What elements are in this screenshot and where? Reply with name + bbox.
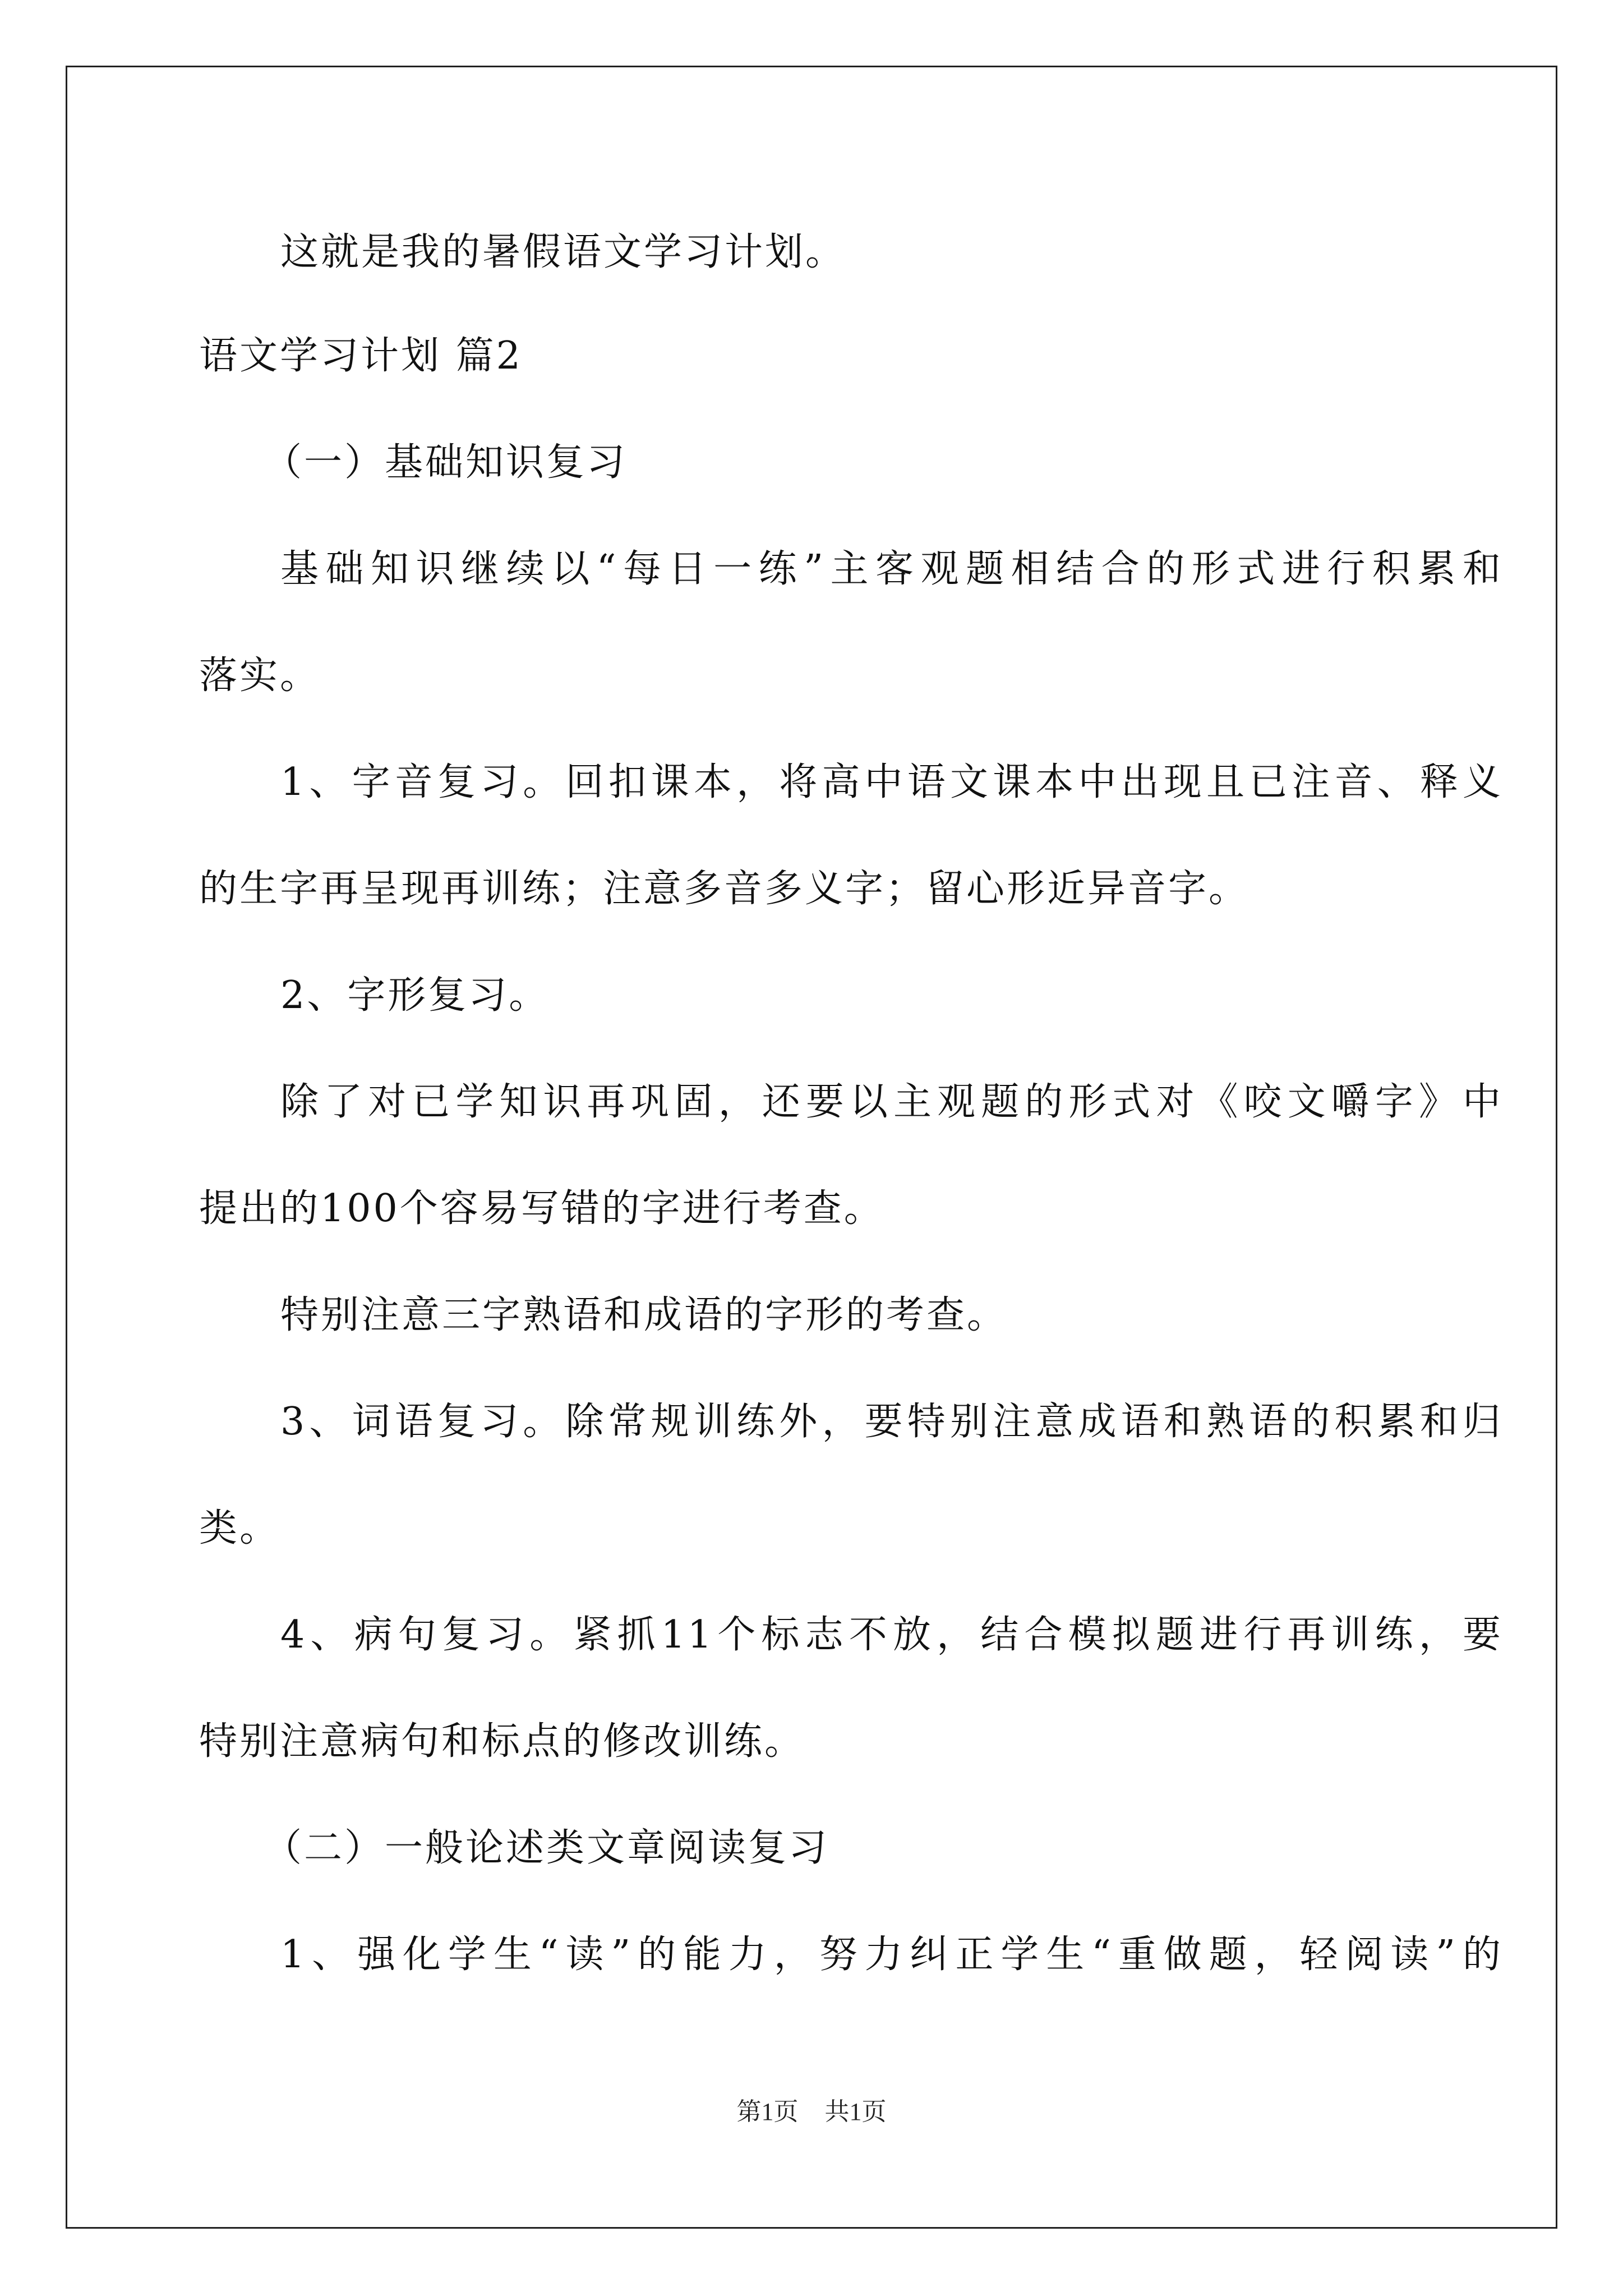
paragraph-line: 1、强化学生“读”的能力，努力纠正学生“重做题，轻阅读”的: [280, 1932, 1503, 1977]
subsection-heading: （一）基础知识复习: [264, 440, 628, 485]
paragraph-line: 3、词语复习。除常规训练外，要特别注意成语和熟语的积累和归: [280, 1400, 1503, 1444]
paragraph-line: 1、字音复习。回扣课本，将高中语文课本中出现且已注音、释义: [280, 760, 1503, 804]
paragraph-line: 4、病句复习。紧抓11个标志不放，结合模拟题进行再训练，要: [280, 1613, 1503, 1657]
page-border: [66, 66, 1557, 2229]
paragraph-line: 提出的100个容易写错的字进行考查。: [199, 1186, 884, 1231]
page-footer: [0, 2095, 1623, 2129]
page-number-current: 第1页: [736, 2098, 799, 2125]
section-heading: 语文学习计划 篇2: [199, 334, 523, 378]
paragraph-line: 2、字形复习。: [280, 973, 550, 1018]
paragraph-line: 的生字再呈现再训练；注意多音多义字；留心形近异音字。: [199, 867, 1249, 911]
paragraph-line: 基础知识继续以“每日一练”主客观题相结合的形式进行积累和: [280, 547, 1503, 591]
page-number-total: 共1页: [824, 2098, 887, 2125]
paragraph-line: 特别注意三字熟语和成语的字形的考查。: [280, 1293, 1008, 1337]
paragraph-line: 类。: [199, 1506, 280, 1550]
paragraph-line: 除了对已学知识再巩固，还要以主观题的形式对《咬文嚼字》中: [280, 1080, 1503, 1124]
paragraph-line: 这就是我的暑假语文学习计划。: [280, 230, 846, 274]
subsection-heading: （二）一般论述类文章阅读复习: [264, 1826, 829, 1870]
paragraph-line: 落实。: [199, 654, 321, 698]
paragraph-line: 特别注意病句和标点的修改训练。: [199, 1719, 805, 1764]
